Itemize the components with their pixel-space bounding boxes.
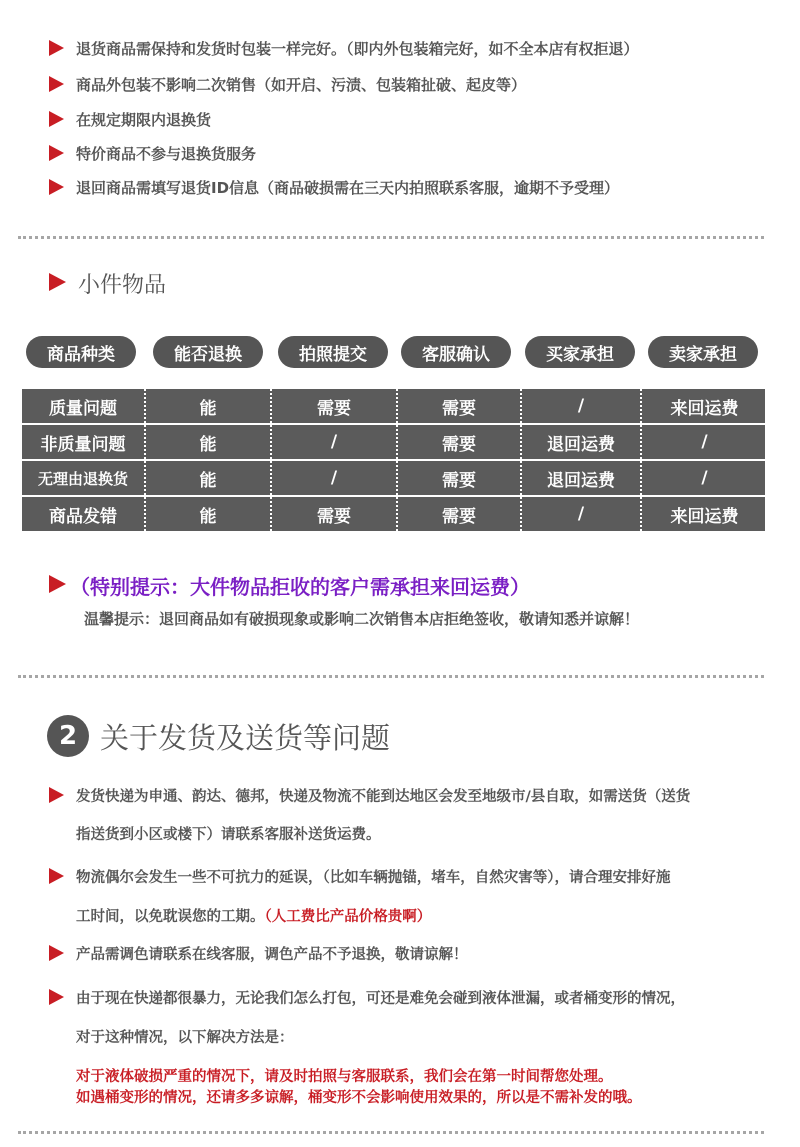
section-arrow-icon	[49, 575, 66, 593]
table-row	[22, 461, 765, 495]
table-cell: /	[640, 461, 767, 495]
special-note: （特别提示：大件物品拒收的客户需承担来回运费）	[70, 575, 530, 599]
table-row	[22, 425, 765, 459]
table-cell: 来回运费	[640, 389, 767, 423]
table-cell: 需要	[396, 425, 520, 459]
liquid-damage-note: 对于液体破损严重的情况下，请及时拍照与客服联系，我们会在第一时间帮您处理。	[76, 1069, 613, 1085]
table-row	[22, 497, 765, 531]
header-pill-seller-pays: 卖家承担	[648, 336, 758, 368]
return-rule-2: 商品外包装不影响二次销售（如开启、污渍、包装箱扯破、起皮等）	[76, 76, 527, 94]
warm-note: 温馨提示：退回商品如有破损现象或影响二次销售本店拒绝签收，敬请知悉并谅解！	[84, 610, 640, 628]
dotted-divider	[18, 236, 764, 239]
section2-title: 关于发货及送货等问题	[100, 721, 391, 755]
bullet-arrow-icon	[49, 111, 64, 127]
table-cell: 需要	[270, 389, 396, 423]
table-cell: 非质量问题	[40, 434, 126, 455]
shipping-paragraph-4-line-1: 由于现在快递都很暴力，无论我们怎么打包，可还是难免会碰到液体泄漏，或者桶变形的情况，	[76, 991, 685, 1007]
table-cell: /	[520, 497, 640, 531]
bullet-arrow-icon	[49, 787, 64, 803]
shipping-paragraph-2-line-2	[76, 905, 431, 926]
bullet-arrow-icon	[49, 76, 64, 92]
bullet-arrow-icon	[49, 989, 64, 1005]
header-pill-photo: 拍照提交	[278, 336, 388, 368]
section-number-badge: 2	[47, 715, 89, 757]
table-cell: 需要	[396, 497, 520, 531]
shipping-paragraph-1-line-2: 指送货到小区或楼下）请联系客服补送货运费。	[76, 827, 381, 843]
table-cell: 能	[144, 425, 270, 459]
table-cell: 商品发错	[49, 506, 117, 527]
table-cell: 退回运费	[520, 425, 640, 459]
table-cell: 能	[144, 461, 270, 495]
table-cell: 能	[144, 497, 270, 531]
return-rule-5: 退回商品需填写退货ID信息（商品破损需在三天内拍照联系客服，逾期不予受理）	[76, 179, 620, 197]
bullet-arrow-icon	[49, 868, 64, 884]
table-cell: 需要	[396, 461, 520, 495]
table-cell: /	[270, 425, 396, 459]
table-cell: 来回运费	[640, 497, 767, 531]
section-arrow-icon	[49, 273, 66, 291]
shipping-paragraph-2-line-1: 物流偶尔会发生一些不可抗力的延误，（比如车辆抛锚，堵车，自然灾害等），请合理安排好施	[76, 870, 671, 886]
table-cell: 能	[144, 389, 270, 423]
table-cell: /	[640, 425, 767, 459]
header-pill-service-confirm: 客服确认	[401, 336, 511, 368]
header-pill-returnable: 能否退换	[153, 336, 263, 368]
dotted-divider	[18, 1131, 764, 1134]
labor-cost-note: （人工费比产品价格贵啊）	[264, 909, 432, 925]
shipping-paragraph-4-line-2: 对于这种情况，以下解决方法是：	[76, 1030, 294, 1046]
bullet-arrow-icon	[49, 40, 64, 56]
bucket-deform-note: 如遇桶变形的情况，还请多多谅解，桶变形不会影响使用效果的，所以是不需补发的哦。	[76, 1090, 642, 1106]
table-cell: /	[520, 389, 640, 423]
return-rule-1: 退货商品需保持和发货时包装一样完好。（即内外包装箱完好，如不全本店有权拒退）	[76, 40, 639, 58]
header-pill-category: 商品种类	[26, 336, 136, 368]
bullet-arrow-icon	[49, 945, 64, 961]
dotted-divider	[18, 675, 764, 678]
bullet-arrow-icon	[49, 179, 64, 195]
table-cell: 需要	[270, 497, 396, 531]
return-rule-4: 特价商品不参与退换货服务	[76, 145, 257, 163]
table-cell: /	[270, 461, 396, 495]
small-items-title: 小件物品	[78, 273, 167, 298]
table-cell: 质量问题	[49, 398, 117, 419]
bullet-arrow-icon	[49, 145, 64, 161]
table-cell: 无理由退换货	[37, 469, 128, 488]
table-row	[22, 389, 765, 423]
table-cell: 需要	[396, 389, 520, 423]
shipping-paragraph-3: 产品需调色请联系在线客服，调色产品不予退换，敬请谅解！	[76, 947, 468, 963]
header-pill-buyer-pays: 买家承担	[525, 336, 635, 368]
shipping-paragraph-2-text: 工时间，以免耽误您的工期。	[76, 909, 265, 925]
table-cell: 退回运费	[520, 461, 640, 495]
shipping-paragraph-1-line-1: 发货快递为申通、韵达、德邦，快递及物流不能到达地区会发至地级市/县自取，如需送货（送货	[76, 789, 691, 805]
return-rule-3: 在规定期限内退换货	[76, 111, 212, 129]
